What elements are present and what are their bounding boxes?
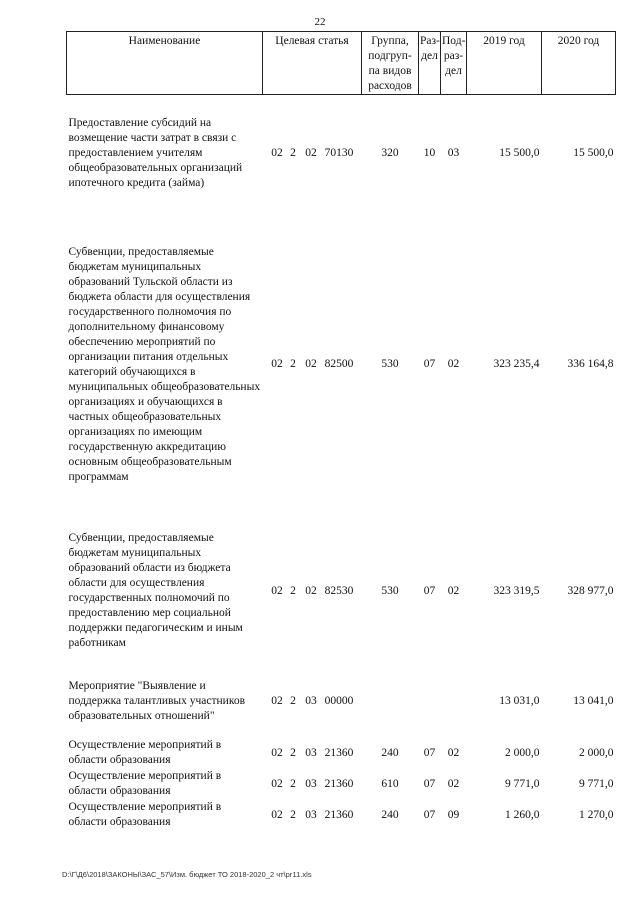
header-group: Группа, подгруп-па видов расходов: [362, 32, 419, 95]
row-amount-2019: 13 031,0: [499, 695, 540, 707]
code-event: 02: [305, 358, 317, 370]
header-year-2020: 2020 год: [542, 32, 616, 95]
code-subprogram: 2: [290, 746, 296, 759]
row-section: 07: [423, 777, 436, 790]
header-year-2019: 2019 год: [467, 32, 542, 95]
code-program: 02: [271, 808, 283, 821]
row-subsection: 02: [447, 584, 460, 597]
code-program: 02: [271, 358, 283, 370]
row-amount-2020: 15 500,0: [573, 147, 614, 160]
row-group: 240: [381, 808, 399, 821]
code-program: 02: [271, 147, 283, 160]
code-subprogram: 2: [290, 808, 296, 821]
row-amount-2020: 2 000,0: [579, 746, 614, 759]
file-path-footer: D:\Г\Д6\2018\ЗАКОНЫ\ЗАС_57\Изм. бюджет ТО 2018-2020_2 чт\рг11.xls: [62, 870, 312, 879]
row-target-code: [263, 769, 362, 800]
code-event: 03: [305, 746, 317, 759]
code-subprogram: 2: [290, 695, 296, 707]
code-subprogram: 2: [290, 584, 296, 597]
code-subprogram: 2: [290, 147, 296, 160]
row-name: Осуществление мероприятий в области образования: [68, 770, 222, 797]
row-subsection: 02: [447, 746, 460, 759]
row-amount-2020: 1 270,0: [579, 808, 614, 821]
code-event: 02: [305, 147, 317, 160]
header-target: Целевая статья: [263, 32, 362, 95]
budget-table: [66, 31, 616, 831]
code-program: 02: [271, 695, 283, 707]
row-group: 320: [381, 147, 399, 160]
row-target-code: [263, 666, 362, 738]
row-group: 530: [381, 358, 399, 370]
row-subsection: [441, 666, 467, 738]
table-row: [67, 769, 616, 800]
row-amount-2019: 1 260,0: [505, 808, 540, 821]
row-amount-2020: 9 771,0: [579, 777, 614, 790]
row-group: 530: [381, 584, 399, 597]
row-group: 240: [381, 746, 399, 759]
row-target-code: [263, 95, 362, 213]
row-subsection: 02: [447, 358, 460, 370]
row-section: 07: [423, 808, 436, 821]
code-direction: 21360: [324, 777, 354, 790]
row-group: [362, 666, 419, 738]
code-program: 02: [271, 746, 283, 759]
code-direction: 70130: [324, 147, 354, 160]
table-header-row: [67, 32, 616, 95]
row-target-code: [263, 800, 362, 831]
header-section: Раз-дел: [419, 32, 441, 95]
row-amount-2019: 15 500,0: [499, 147, 540, 160]
row-name: Субвенции, предоставляемые бюджетам муниципальных образований Тульской области из бюджета области для осуществления государственного полномочия по дополнительному финансовому обеспечению мероприятий по организации питания отдельных категорий обучающихся в муниципальных общеобразовательных организациях и обучающихся в частных общеобразовательных организациях по имеющим государственную аккредитацию основным общеобразовательным программам: [68, 245, 261, 483]
row-section: 07: [423, 746, 436, 759]
row-amount-2019: 323 235,4: [493, 358, 540, 370]
table-row: [67, 738, 616, 769]
row-section: 07: [423, 358, 436, 370]
row-amount-2019: 323 319,5: [493, 584, 540, 597]
row-section: [419, 666, 441, 738]
code-subprogram: 2: [290, 358, 296, 370]
row-amount-2020: 13 041,0: [573, 695, 614, 707]
table-row: [67, 666, 616, 738]
page-number: 22: [314, 16, 326, 28]
code-subprogram: 2: [290, 777, 296, 790]
code-direction: 21360: [324, 746, 354, 759]
code-event: 03: [305, 808, 317, 821]
row-name: Мероприятие "Выявление и поддержка талантливых участников образовательных отношений": [68, 680, 246, 722]
row-subsection: 02: [447, 777, 460, 790]
row-amount-2019: 9 771,0: [505, 777, 540, 790]
table-row: [67, 517, 616, 666]
header-subsection: Под-раз-дел: [441, 32, 467, 95]
row-subsection: 03: [447, 147, 460, 160]
row-amount-2020: 328 977,0: [567, 584, 614, 597]
row-target-code: [263, 517, 362, 666]
header-name: Наименование: [67, 32, 263, 95]
code-program: 02: [271, 584, 283, 597]
row-section: 07: [423, 584, 436, 597]
table-row: [67, 213, 616, 517]
row-name: Субвенции, предоставляемые бюджетам муниципальных образований области из бюджета области для осуществления государственных полномочий по предоставлению мер социальной поддержки педагогическим и иным работникам: [68, 532, 243, 649]
row-amount-2019: 2 000,0: [505, 746, 540, 759]
code-direction: 21360: [324, 808, 354, 821]
row-target-code: [263, 738, 362, 769]
row-group: 610: [381, 777, 399, 790]
table-row: [67, 800, 616, 831]
row-amount-2020: 336 164,8: [567, 358, 614, 370]
code-event: 03: [305, 777, 317, 790]
table-row: [67, 95, 616, 213]
code-direction: 82500: [324, 358, 354, 370]
code-event: 02: [305, 584, 317, 597]
code-program: 02: [271, 777, 283, 790]
code-event: 03: [305, 695, 317, 707]
row-name: Предоставление субсидий на возмещение части затрат в связи с предоставлением учителям общеобразовательных организаций ипотечного кредита (займа): [68, 117, 243, 190]
row-name: Осуществление мероприятий в области образования: [68, 801, 222, 828]
code-direction: 00000: [324, 695, 354, 707]
row-target-code: [263, 213, 362, 517]
row-subsection: 09: [447, 808, 460, 821]
row-section: 10: [423, 147, 436, 160]
row-name: Осуществление мероприятий в области образования: [68, 739, 222, 766]
code-direction: 82530: [324, 584, 354, 597]
